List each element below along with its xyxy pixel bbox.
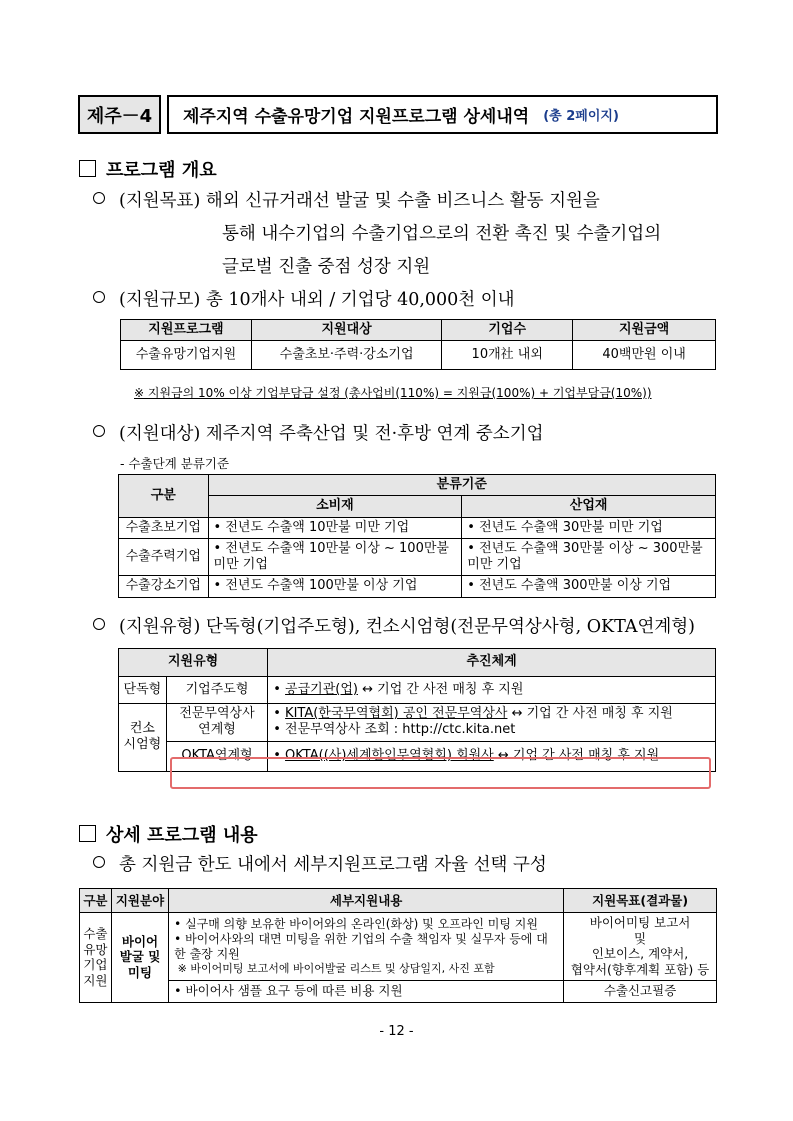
- stage-industrial: • 전년도 수출액 300만불 이상 기업: [462, 576, 716, 597]
- scale-note: ※ 지원금의 10% 이상 기업부담금 설정 (총사업비(110%) = 지원금(100%) + 기업부담금(10%)): [134, 386, 652, 400]
- scale-text: 총 10개사 내외 / 기업당 40,000천 이내: [205, 290, 515, 310]
- detail-group: 수출 유망 기업 지원: [80, 913, 112, 1003]
- cell-program: 수출유망기업지원: [121, 341, 252, 370]
- section-detail-heading: [79, 821, 258, 847]
- target-label: (지원대상): [119, 424, 201, 444]
- col-industrial: 산업재: [462, 496, 716, 517]
- type-table: [118, 648, 716, 772]
- scale-label: (지원규모): [119, 290, 201, 310]
- detail-field: 바이어 발굴 및 미팅: [111, 913, 168, 1003]
- circle-bullet-icon: [93, 291, 105, 303]
- col-type: 지원유형: [119, 649, 268, 677]
- circle-bullet-icon: [93, 425, 105, 437]
- col-goal: 지원목표(결과물): [564, 889, 717, 913]
- type-consortium-group: 컨소 시엄형: [119, 704, 167, 772]
- col-amount: 지원금액: [573, 320, 716, 341]
- target-text: 제주지역 주축산업 및 전·후방 연계 중소기업: [205, 424, 544, 444]
- program-tag: 제주－4: [78, 95, 161, 134]
- page-number: - 12 -: [379, 1024, 414, 1039]
- type-single-group: 단독형: [119, 677, 167, 704]
- type-trade-name: 전문무역상사 연계형: [166, 704, 267, 742]
- type-label: (지원유형): [119, 617, 201, 637]
- detail-goal-2: 수출신고필증: [564, 980, 717, 1002]
- type-single-name: 기업주도형: [166, 677, 267, 704]
- section-overview-heading: [79, 156, 217, 182]
- detail-table: [79, 888, 717, 1003]
- goal-line3: 글로벌 진출 중점 성장 지원: [222, 257, 431, 277]
- col-criteria: 분류기준: [208, 475, 715, 496]
- target-bullet: [93, 420, 544, 445]
- cell-count: 10개社 내외: [442, 341, 573, 370]
- section-title: 상세 프로그램 내용: [106, 825, 258, 846]
- col-gubun: 구분: [119, 475, 209, 518]
- col-field: 지원분야: [111, 889, 168, 913]
- stage-consumer: • 전년도 수출액 10만불 미만 기업: [208, 517, 462, 538]
- col-target: 지원대상: [251, 320, 441, 341]
- goal-line1: 해외 신규거래선 발굴 및 수출 비즈니스 활동 지원을: [205, 191, 600, 211]
- goal-line2: 통해 내수기업의 수출기업으로의 전환 촉진 및 수출기업의: [222, 224, 662, 244]
- stage-name: 수출강소기업: [119, 576, 209, 597]
- detail-content-1: • 실구매 의향 보유한 바이어와의 온라인(화상) 및 오프라인 미팅 지원 • 바이어사와의 대면 미팅을 위한 기업의 수출 책임자 및 실무자 등에 대한 출장 지원 ※ 바이어미팅 보고서에 바이어발굴 리스트 및 상담일지, 사진 포함: [169, 913, 564, 981]
- stage-industrial: • 전년도 수출액 30만불 미만 기업: [462, 517, 716, 538]
- checkbox-square-icon: [79, 825, 96, 842]
- stage-consumer: • 전년도 수출액 10만불 이상 ~ 100만불 미만 기업: [208, 538, 462, 576]
- stage-name: 수출초보기업: [119, 517, 209, 538]
- cell-target: 수출초보·주력·강소기업: [251, 341, 441, 370]
- col-consumer: 소비재: [208, 496, 462, 517]
- stage-industrial: • 전년도 수출액 30만불 이상 ~ 300만불 미만 기업: [462, 538, 716, 576]
- scale-bullet: [93, 286, 515, 311]
- circle-bullet-icon: [93, 856, 105, 868]
- section-title: 프로그램 개요: [106, 160, 217, 181]
- circle-bullet-icon: [93, 618, 105, 630]
- scale-table: [120, 319, 716, 370]
- col-count: 기업수: [442, 320, 573, 341]
- stage-consumer: • 전년도 수출액 100만불 이상 기업: [208, 576, 462, 597]
- okta-highlight-box: [170, 757, 711, 789]
- page-title: [167, 95, 718, 134]
- col-program: 지원프로그램: [121, 320, 252, 341]
- col-system: 추진체계: [268, 649, 716, 677]
- detail-text: 총 지원금 한도 내에서 세부지원프로그램 자율 선택 구성: [119, 855, 547, 875]
- stage-table: [118, 474, 716, 598]
- cell-amount: 40백만원 이내: [573, 341, 716, 370]
- type-bullet: [93, 613, 695, 638]
- detail-bullet: [93, 851, 547, 876]
- stage-name: 수출주력기업: [119, 538, 209, 576]
- title-text: 제주지역 수출유망기업 지원프로그램 상세내역: [183, 107, 530, 127]
- page-count: (총 2페이지): [543, 109, 619, 124]
- col-gubun: 구분: [80, 889, 112, 913]
- type-single-desc: • 공급기관(업) ↔ 기업 간 사전 매칭 후 지원: [268, 677, 716, 704]
- detail-content-2: • 바이어사 샘플 요구 등에 따른 비용 지원: [169, 980, 564, 1002]
- type-okta-desc: • OKTA((사)세계한인무역협회) 회원사 ↔ 기업 간 사전 매칭 후 지원: [268, 741, 716, 771]
- goal-bullet: [93, 187, 600, 212]
- col-content: 세부지원내용: [169, 889, 564, 913]
- detail-goal-1: 바이어미팅 보고서 및 인보이스, 계약서, 협약서(향후계획 포함) 등: [564, 913, 717, 981]
- checkbox-square-icon: [79, 160, 96, 177]
- goal-label: (지원목표): [119, 191, 201, 211]
- target-sub: - 수출단계 분류기준: [120, 456, 230, 471]
- type-text: 단독형(기업주도형), 컨소시엄형(전문무역상사형, OKTA연계형): [205, 617, 696, 637]
- type-trade-desc: • KITA(한국무역협회) 공인 전문무역상사 ↔ 기업 간 사전 매칭 후 지원 • 전문무역상사 조회 : http://ctc.kita.net: [268, 704, 716, 742]
- type-okta-name: OKTA연계형: [166, 741, 267, 771]
- circle-bullet-icon: [93, 192, 105, 204]
